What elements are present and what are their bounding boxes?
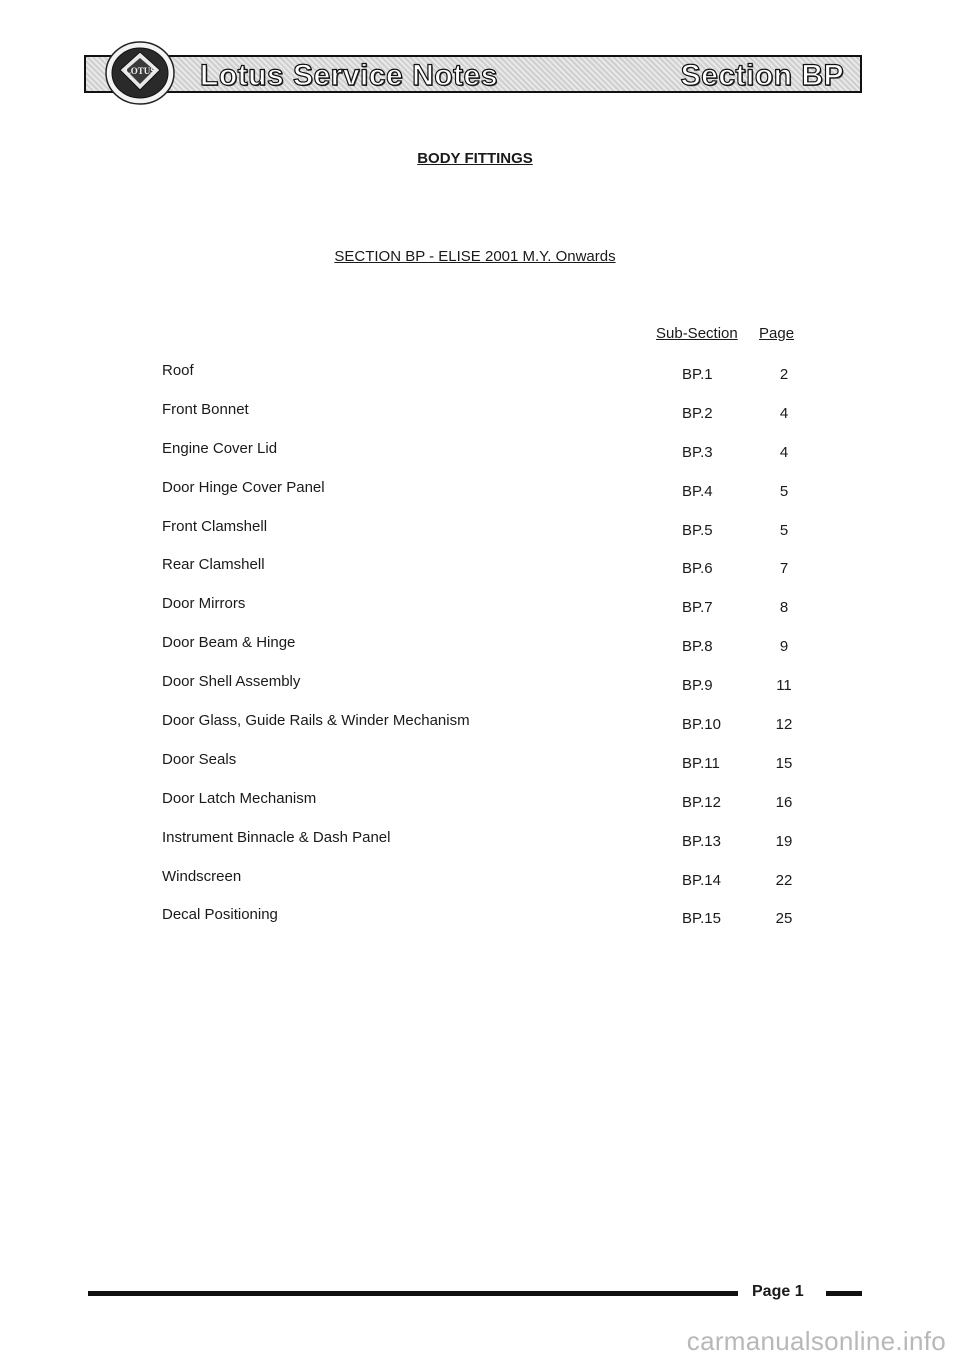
toc-item-code: BP.12 [682, 793, 721, 811]
toc-item-name: Door Mirrors [162, 595, 246, 613]
toc-item-page: 7 [779, 560, 789, 578]
toc-item-code: BP.10 [682, 716, 721, 734]
toc-row [0, 595, 960, 634]
toc-item-code: BP.1 [682, 366, 713, 383]
column-header-subsection: Sub-Section [656, 325, 738, 342]
toc-item-name: Door Latch Mechanism [162, 789, 317, 807]
toc-item-page: 4 [779, 404, 789, 422]
toc-item-code: BP.5 [682, 521, 713, 539]
toc-row [0, 479, 960, 518]
toc-item-name: Instrument Binnacle & Dash Panel [162, 828, 391, 846]
toc-item-page: 9 [779, 638, 789, 656]
header-title: Lotus Service Notes [200, 59, 498, 92]
document-title: BODY FITTINGS [417, 150, 533, 167]
toc-item-code: BP.6 [682, 560, 713, 578]
toc-item-name: Rear Clamshell [162, 556, 265, 574]
toc-item-page: 2 [779, 366, 789, 383]
toc-row [0, 712, 960, 751]
toc-item-page: 11 [776, 677, 792, 695]
toc-row [0, 906, 960, 945]
toc-row [0, 868, 960, 907]
toc-item-name: Door Seals [162, 750, 237, 768]
toc-item-name: Engine Cover Lid [162, 439, 278, 457]
toc-item-name: Decal Positioning [162, 906, 278, 924]
column-header-page: Page [759, 325, 795, 342]
toc-item-code: BP.9 [682, 677, 713, 695]
toc-item-page: 12 [775, 716, 793, 734]
toc-item-name: Front Bonnet [162, 400, 249, 418]
footer-dash [826, 1291, 862, 1296]
toc-item-name: Roof [162, 362, 194, 379]
lotus-logo-icon [104, 40, 176, 106]
toc-item-code: BP.7 [682, 599, 713, 617]
logo-text: LOTUS [124, 66, 156, 76]
toc-item-code: BP.15 [682, 910, 721, 928]
toc-item-code: BP.4 [682, 482, 713, 500]
toc-item-code: BP.11 [682, 754, 720, 772]
toc-item-page: 5 [779, 521, 789, 539]
toc-item-page: 15 [775, 754, 793, 772]
footer-rule [88, 1291, 738, 1296]
toc-item-page: 5 [779, 482, 789, 500]
watermark: carmanualsonline.info [686, 1326, 946, 1356]
toc-item-code: BP.14 [682, 871, 721, 889]
toc-item-name: Front Clamshell [162, 517, 268, 535]
toc-item-page: 4 [779, 443, 789, 461]
toc-row [0, 634, 960, 673]
toc-row [0, 751, 960, 790]
toc-row [0, 362, 960, 401]
toc-item-code: BP.13 [682, 832, 721, 850]
toc-row [0, 556, 960, 595]
toc-item-page: 19 [775, 832, 793, 850]
toc-row [0, 401, 960, 440]
toc-item-page: 22 [775, 871, 793, 889]
toc-row [0, 790, 960, 829]
toc-item-name: Door Glass, Guide Rails & Winder Mechanism [162, 712, 470, 730]
toc-row [0, 440, 960, 479]
toc-item-name: Door Beam & Hinge [162, 634, 296, 652]
toc-item-page: 8 [779, 599, 789, 617]
table-of-contents [0, 362, 960, 945]
toc-item-page: 16 [775, 793, 793, 811]
toc-item-name: Windscreen [162, 867, 242, 885]
header-banner [84, 55, 862, 93]
toc-item-code: BP.3 [682, 443, 713, 461]
toc-item-code: BP.8 [682, 638, 713, 656]
toc-row [0, 829, 960, 868]
section-heading: SECTION BP - ELISE 2001 M.Y. Onwards [334, 248, 616, 265]
toc-item-code: BP.2 [682, 404, 713, 422]
page-number: Page 1 [752, 1283, 804, 1300]
toc-item-name: Door Shell Assembly [162, 673, 301, 691]
toc-row [0, 673, 960, 712]
toc-row [0, 518, 960, 557]
toc-item-page: 25 [775, 910, 793, 928]
header-section-label: Section BP [680, 59, 844, 92]
toc-item-name: Door Hinge Cover Panel [162, 478, 325, 496]
